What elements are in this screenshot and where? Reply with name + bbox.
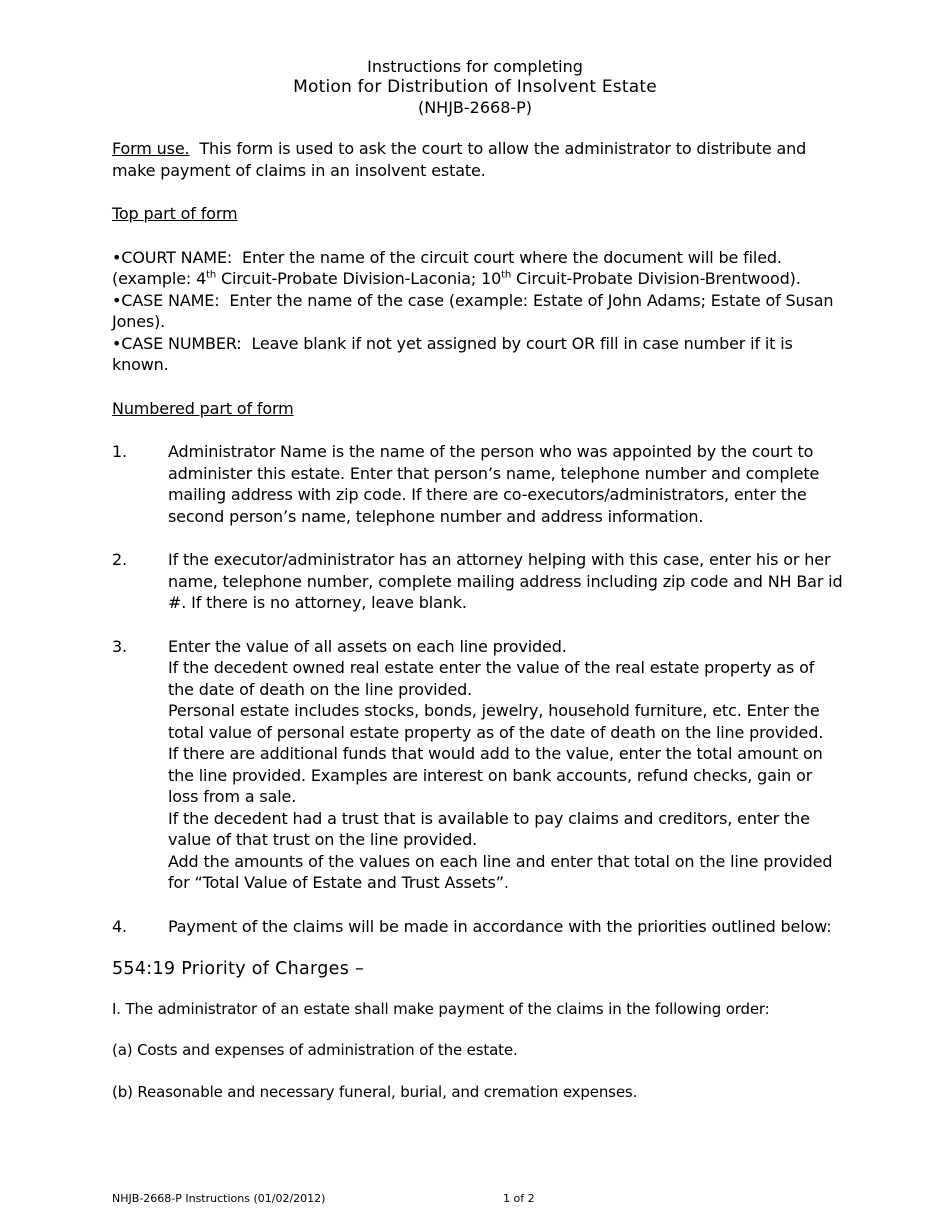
item-text: Payment of the claims will be made in accordance with the priorities outlined below:	[168, 916, 832, 936]
case-name-instruction: •CASE NAME: Enter the name of the case (example: Estate of John Adams; Estate of Susan Jones).	[112, 290, 834, 331]
statute-paragraph-b: (b) Reasonable and necessary funeral, burial, and cremation expenses.	[112, 1083, 638, 1101]
form-use-paragraph	[112, 138, 844, 181]
court-name-label: COURT NAME:	[121, 247, 233, 267]
header-line-1: Instructions for completing	[367, 57, 583, 76]
document-title: Motion for Distribution of Insolvent Estate	[293, 77, 657, 97]
item-number: 1.	[112, 442, 127, 461]
court-name-sup-1: th	[206, 269, 217, 281]
item-3-line: Personal estate includes stocks, bonds, jewelry, household furniture, etc. Enter the total value of personal estate property as of the date of death on the line provided.	[168, 701, 824, 742]
item-number: 2.	[112, 550, 127, 569]
case-name-text: Enter the name of the case (example: Estate of John Adams; Estate of Susan Jones).	[112, 290, 834, 331]
statute-paragraph-1: I. The administrator of an estate shall make payment of the claims in the following order:	[112, 1000, 770, 1018]
court-name-sup-2: th	[501, 269, 512, 281]
form-use-label: Form use.	[112, 139, 190, 158]
item-number: 4.	[112, 916, 127, 936]
page-number: 1 of 2	[503, 1192, 535, 1205]
form-number: (NHJB-2668-P)	[417, 98, 533, 117]
numbered-item-4	[112, 916, 844, 938]
statute-paragraph-a: (a) Costs and expenses of administration of the estate.	[112, 1041, 518, 1059]
numbered-item-3	[112, 636, 844, 894]
item-3-line: If the decedent owned real estate enter the value of the real estate property as of the date of death on the line provided.	[168, 658, 815, 699]
footer-form-id: NHJB-2668-P Instructions (01/02/2012)	[112, 1192, 326, 1205]
item-text: Administrator Name is the name of the person who was appointed by the court to administer this estate. Enter that person’s name, telephone number and complete mailing address with zip code. If there are co-executors/administrators, enter the second person’s name, telephone number and address information.	[168, 442, 820, 526]
statute-heading: 554:19 Priority of Charges –	[112, 959, 365, 979]
case-number-text: Leave blank if not yet assigned by court OR fill in case number if it is known.	[112, 333, 793, 374]
court-name-text-1: Enter the name of the circuit court where the document will be filed. (example: 4	[112, 247, 782, 288]
document-header	[0, 57, 950, 118]
numbered-item-2	[112, 549, 844, 614]
item-3-line: If the decedent had a trust that is available to pay claims and creditors, enter the value of that trust on the line provided.	[168, 808, 810, 849]
court-name-instruction: •COURT NAME: Enter the name of the circuit court where the document will be filed. (example: 4th Circuit-Probate Division-Laconia; 10th Circuit-Probate Division-Brentwood).	[112, 247, 801, 288]
case-name-label: CASE NAME:	[121, 290, 220, 310]
form-use-text: This form is used to ask the court to allow the administrator to distribute and make payment of claims in an insolvent estate.	[112, 139, 807, 180]
numbered-item-1	[112, 441, 844, 527]
case-number-label: CASE NUMBER:	[121, 333, 242, 353]
item-text: If the executor/administrator has an attorney helping with this case, enter his or her name, telephone number, complete mailing address including zip code and NH Bar id #. If there is no attorney, leave blank.	[168, 550, 843, 612]
document-body	[112, 138, 844, 1102]
item-3-line: If there are additional funds that would add to the value, enter the total amount on the line provided. Examples are interest on bank accounts, refund checks, gain or loss from a sale.	[168, 744, 823, 806]
item-text	[168, 636, 844, 894]
numbered-part-heading: Numbered part of form	[112, 398, 294, 418]
item-number: 3.	[112, 636, 127, 656]
top-part-heading: Top part of form	[112, 204, 238, 223]
case-number-instruction: •CASE NUMBER: Leave blank if not yet assigned by court OR fill in case number if it is known.	[112, 333, 793, 374]
item-3-line: Enter the value of all assets on each line provided.	[168, 636, 567, 656]
court-name-text-2: Circuit-Probate Division-Laconia; 10	[216, 269, 502, 288]
item-3-line: Add the amounts of the values on each line and enter that total on the line provided for “Total Value of Estate and Trust Assets”.	[168, 851, 833, 892]
court-name-text-3: Circuit-Probate Division-Brentwood).	[511, 269, 801, 288]
